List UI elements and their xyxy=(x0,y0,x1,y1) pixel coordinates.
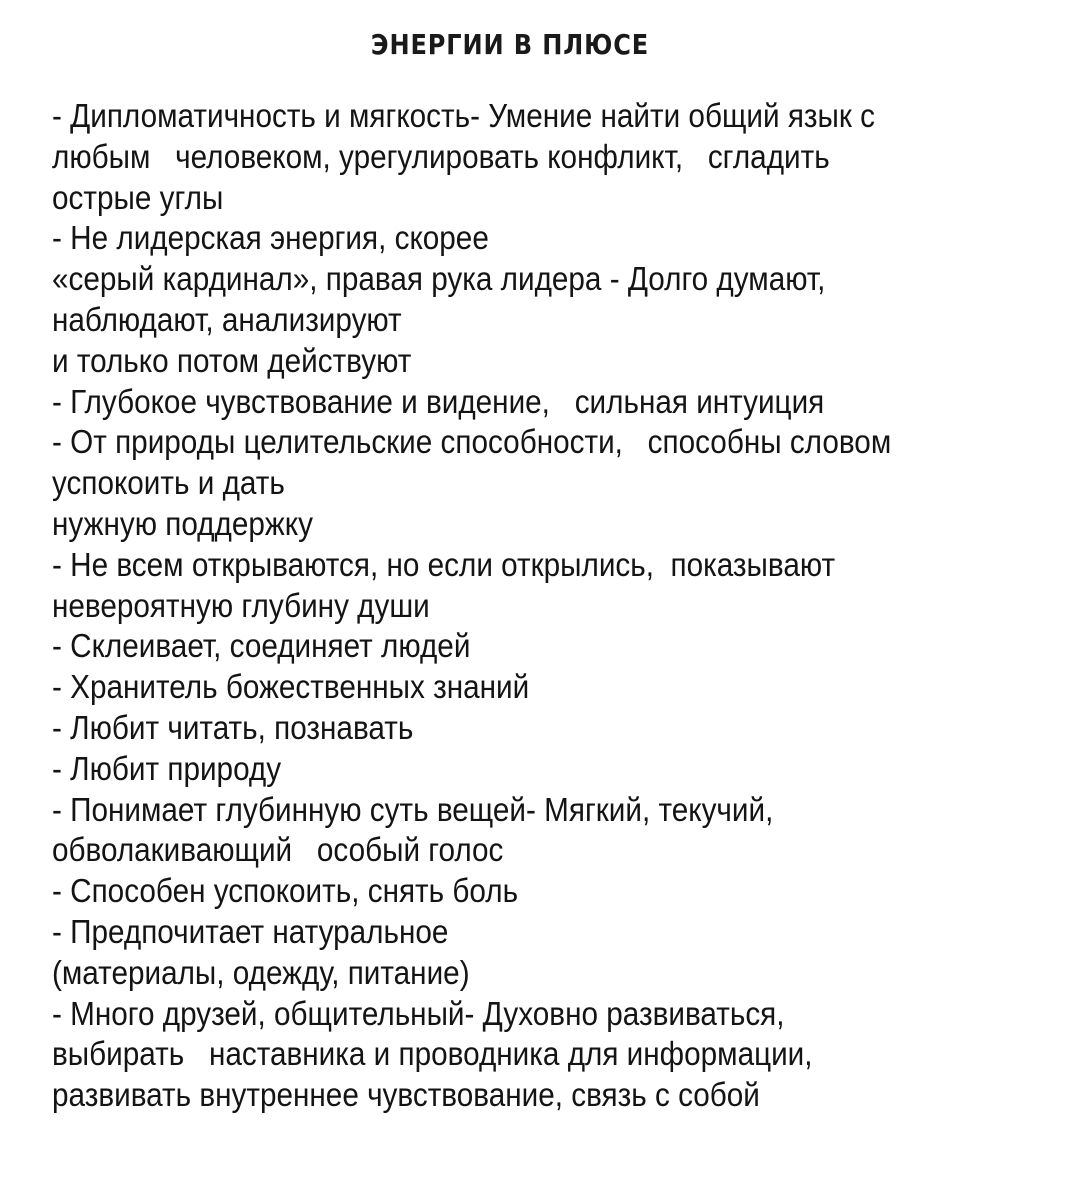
text-line: (материалы, одежду, питание) xyxy=(52,953,470,991)
text-line: - Дипломатичность и мягкость- Умение найти общий язык с xyxy=(52,97,875,134)
text-line: - Любит читать, познавать xyxy=(52,708,414,746)
text-line: нужную поддержку xyxy=(52,504,313,542)
text-line: острые углы xyxy=(52,178,224,216)
text-line: и только потом действуют xyxy=(52,341,412,379)
body-text xyxy=(52,96,1052,1116)
text-line: - Склеивает, соединяет людей xyxy=(52,627,471,665)
text-line: - Глубокое чувствование и видение, сильная интуиция xyxy=(52,382,825,420)
text-line: успокоить и дать xyxy=(52,464,285,502)
text-line: - Много друзей, общительный- Духовно развиваться, xyxy=(52,994,785,1032)
text-line: обволакивающий особый голос xyxy=(52,831,504,869)
text-line: - Способен успокоить, снять боль xyxy=(52,872,519,910)
text-line: «серый кардинал», правая рука лидера - Долго думают, xyxy=(52,260,826,298)
page-title: ЭНЕРГИИ В ПЛЮСЕ xyxy=(370,28,650,61)
text-line: - Понимает глубинную суть вещей- Мягкий, текучий, xyxy=(52,790,774,828)
text-line: любым человеком, урегулировать конфликт, сгладить xyxy=(52,137,830,175)
text-line: - Не всем открываются, но если открылись, показывают xyxy=(52,545,836,583)
text-line: - Не лидерская энергия, скорее xyxy=(52,219,489,257)
text-line: развивать внутреннее чувствование, связь с собой xyxy=(52,1076,760,1114)
text-line: - Хранитель божественных знаний xyxy=(52,668,530,706)
text-line: невероятную глубину души xyxy=(52,586,430,624)
text-line: наблюдают, анализируют xyxy=(52,300,402,338)
text-line: выбирать наставника и проводника для информации, xyxy=(52,1035,813,1073)
text-line: - От природы целительские способности, способны словом xyxy=(52,423,892,461)
text-line: - Предпочитает натуральное xyxy=(52,912,449,950)
text-line: - Любит природу xyxy=(52,749,282,787)
